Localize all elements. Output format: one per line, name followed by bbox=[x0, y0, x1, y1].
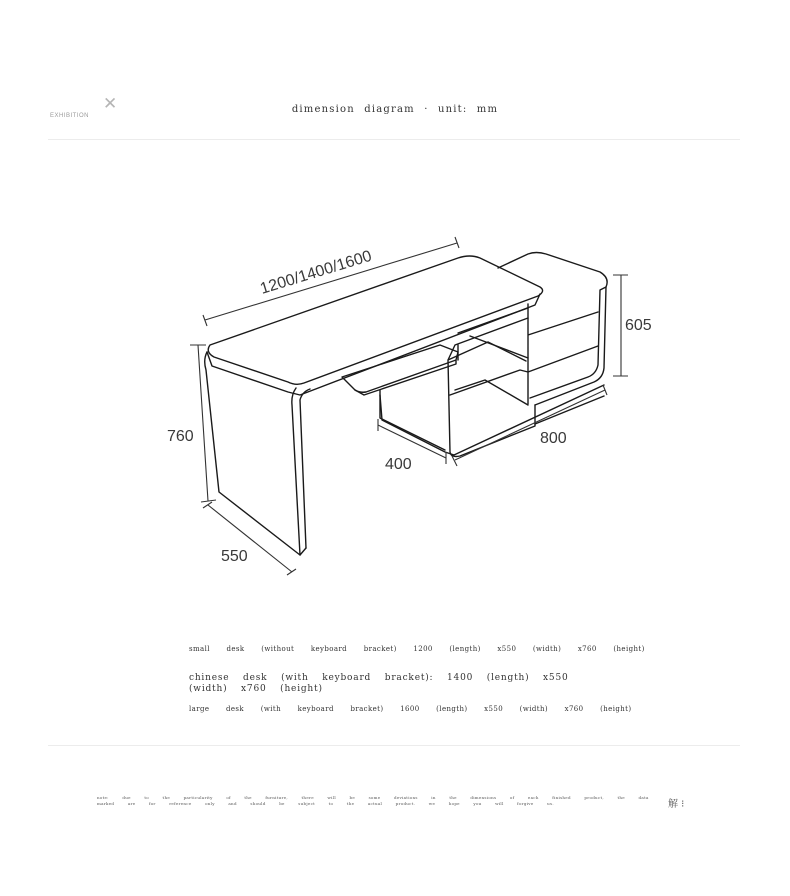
spec-large-desk: large desk (with keyboard bracket) 1600 (length) x550 (width) x760 (height) bbox=[189, 705, 632, 713]
dim-line-depth-main bbox=[203, 502, 296, 575]
cabinet-right bbox=[530, 287, 606, 405]
label-height-cabinet: 605 bbox=[625, 317, 652, 334]
label-height-main: 760 bbox=[167, 428, 194, 445]
footer-mark: 解 ⁝ bbox=[668, 799, 685, 810]
dim-line-length-cabinet bbox=[452, 385, 607, 466]
desk-left-panel-inner bbox=[292, 388, 300, 555]
label-depth-main: 550 bbox=[221, 548, 248, 565]
desk-top-edge bbox=[207, 294, 540, 395]
cabinet-front bbox=[528, 304, 598, 404]
disclaimer-text: note: due to the particularity of the furniture, there will be some deviations in the dimensions of each finished product, the data marked are for reference only and should be subject to the actual product. we hope you will forgive us. bbox=[97, 795, 649, 806]
desk-left-panel-back bbox=[300, 389, 310, 548]
dim-line-length bbox=[203, 237, 459, 326]
cabinet-bottom bbox=[454, 385, 604, 455]
label-depth-cabinet: 400 bbox=[385, 456, 412, 473]
brand-label: EXHIBITION bbox=[50, 113, 90, 119]
label-length-cabinet: 800 bbox=[540, 430, 567, 447]
shelf-unit-base bbox=[380, 395, 454, 455]
page-title: dimension diagram · unit: mm bbox=[291, 104, 499, 115]
spec-chinese-desk: chinese desk (with keyboard bracket): 1400 (length) x550 (width) x760 (height) bbox=[189, 673, 569, 694]
shelf-unit bbox=[448, 308, 535, 457]
close-icon[interactable]: ✕ bbox=[103, 94, 118, 114]
tray-support bbox=[380, 390, 445, 450]
cabinet-top bbox=[498, 253, 607, 288]
spec-small-desk: small desk (without keyboard bracket) 1200 (length) x550 (width) x760 (height) bbox=[189, 645, 645, 653]
label-length: 1200/1400/1600 bbox=[258, 247, 374, 298]
footer-divider bbox=[48, 745, 740, 746]
